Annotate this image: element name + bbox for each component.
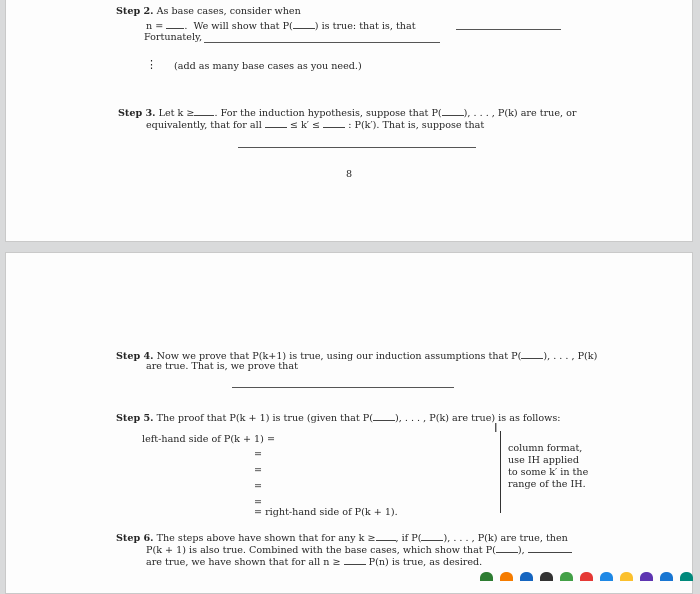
blank bbox=[166, 19, 184, 29]
app-icon[interactable] bbox=[540, 572, 553, 581]
equals-sign: = bbox=[254, 497, 263, 508]
step5-line1: Step 5. The proof that P(k + 1) is true (given that P( ), . . . , P(k) are true) is as follows: bbox=[116, 413, 561, 424]
ih-note-line: range of the IH. bbox=[508, 479, 586, 490]
blank bbox=[528, 543, 572, 553]
vertical-ellipsis: ⋮ bbox=[146, 58, 157, 71]
answer-line[interactable] bbox=[456, 29, 561, 30]
text-cursor-icon: I bbox=[494, 421, 498, 435]
blank bbox=[323, 118, 345, 128]
equals-sign: = bbox=[254, 465, 263, 476]
equals-sign: = bbox=[254, 481, 263, 492]
equals-sign: = bbox=[254, 449, 263, 460]
app-icon[interactable] bbox=[620, 572, 633, 581]
app-icon[interactable] bbox=[680, 572, 693, 581]
taskbar-edge bbox=[460, 571, 700, 581]
app-icon[interactable] bbox=[640, 572, 653, 581]
lhs-line: left-hand side of P(k + 1) = bbox=[142, 434, 275, 445]
ih-note-line: use IH applied bbox=[508, 455, 579, 466]
blank bbox=[344, 555, 366, 565]
add-cases-note: (add as many base cases as you need.) bbox=[174, 61, 362, 72]
step4-line2: are true. That is, we prove that bbox=[146, 361, 298, 372]
app-icon[interactable] bbox=[500, 572, 513, 581]
app-icon[interactable] bbox=[600, 572, 613, 581]
step3-line2: equivalently, that for all ≤ k′ ≤ : P(k′). That is, suppose that bbox=[146, 120, 485, 131]
blank bbox=[373, 411, 395, 421]
rhs-line: = right-hand side of P(k + 1). bbox=[254, 507, 398, 518]
page-number: 8 bbox=[346, 169, 353, 180]
document-page-2 bbox=[5, 252, 693, 594]
step4-line1: Step 4. Now we prove that P(k+1) is true, using our induction assumptions that P( ), . . . , P(k) bbox=[116, 351, 598, 362]
blank bbox=[194, 106, 214, 116]
blank bbox=[376, 531, 396, 541]
answer-line[interactable] bbox=[204, 42, 440, 43]
blank bbox=[521, 349, 543, 359]
app-icon[interactable] bbox=[580, 572, 593, 581]
step2-line2: n = . We will show that P( ) is true: that is, that bbox=[146, 21, 416, 32]
app-icon[interactable] bbox=[520, 572, 533, 581]
blank bbox=[293, 19, 315, 29]
answer-line[interactable] bbox=[238, 147, 476, 148]
ih-note-line: column format, bbox=[508, 443, 583, 454]
answer-line[interactable] bbox=[232, 387, 454, 388]
step6-line2: P(k + 1) is also true. Combined with the base cases, which show that P( ), bbox=[146, 543, 572, 557]
blank bbox=[496, 543, 518, 553]
document-page-1 bbox=[5, 0, 693, 242]
blank bbox=[265, 118, 287, 128]
app-icon[interactable] bbox=[480, 572, 493, 581]
step6-line3: are true, we have shown that for all n ≥ P(n) is true, as desired. bbox=[146, 557, 483, 568]
step6-line1: Step 6. The steps above have shown that for any k ≥ , if P( ), . . . , P(k) are true, then bbox=[116, 533, 568, 544]
app-icon[interactable] bbox=[560, 572, 573, 581]
ih-note-line: to some k′ in the bbox=[508, 467, 589, 478]
step3-line1: Step 3. Let k ≥ . For the induction hypothesis, suppose that P( ), . . . , P(k) are true, or bbox=[118, 108, 577, 119]
step2-line3: Fortunately, bbox=[144, 32, 203, 43]
brace bbox=[500, 431, 501, 513]
blank bbox=[421, 531, 443, 541]
step2-line1: Step 2. As base cases, consider when bbox=[116, 6, 301, 17]
app-icon[interactable] bbox=[660, 572, 673, 581]
blank bbox=[442, 106, 464, 116]
